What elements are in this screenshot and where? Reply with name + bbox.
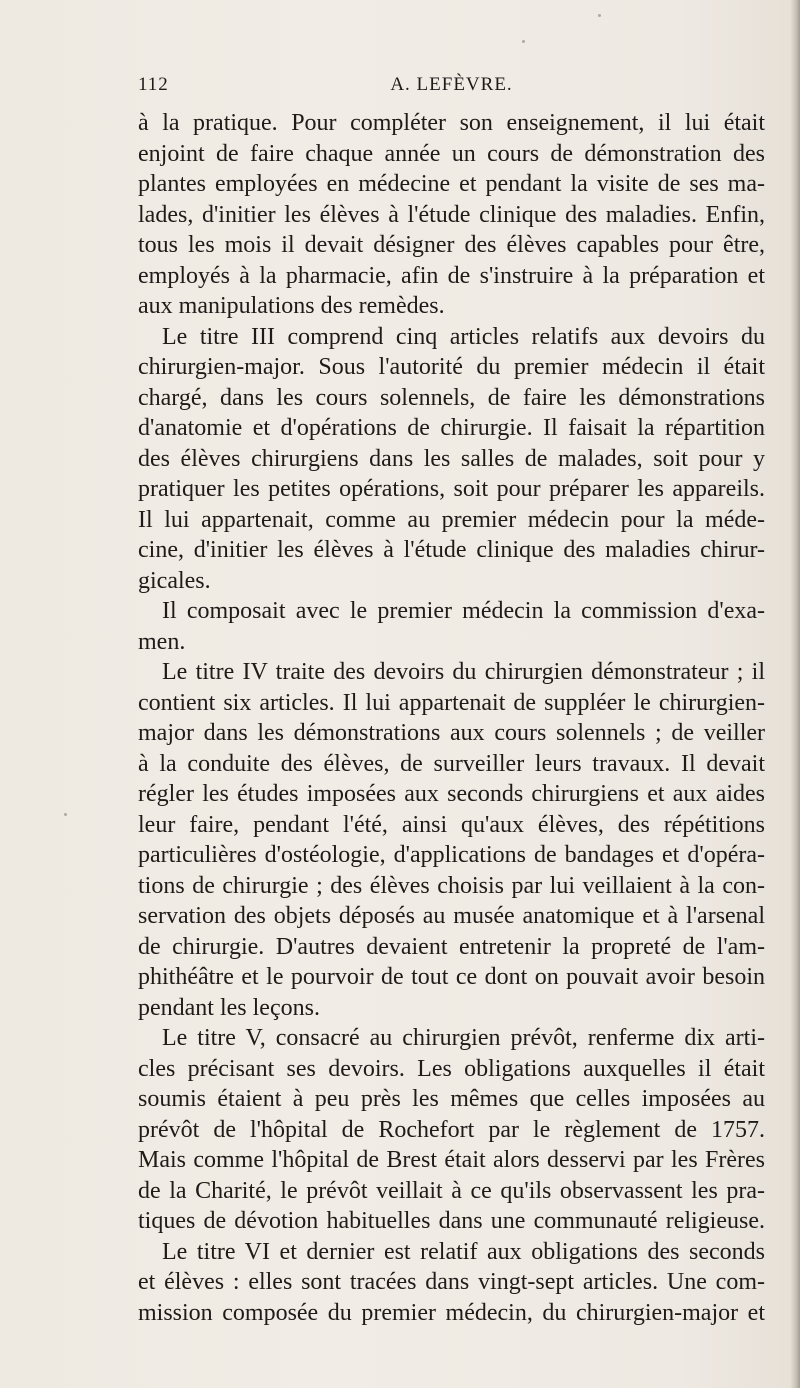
text-line: tiques de dévotion habituelles dans une communauté religieuse. [138,1208,765,1234]
text-line: major dans les démonstrations aux cours solennels ; de veiller [138,720,765,746]
text-line: tous les mois il devait désigner des élèves capables pour être, [138,232,765,258]
text-line: Il composait avec le premier médecin la commission d'exa- [162,598,765,624]
paper-speck [64,813,67,816]
page-edge-shadow [790,0,800,1388]
paper-speck [522,40,525,43]
text-line: aux manipulations des remèdes. [138,293,445,319]
text-line: mission composée du premier médecin, du chirurgien-major et [138,1299,765,1326]
text-line: plantes employées en médecine et pendant la visite de ses ma- [138,171,765,197]
text-line: pratiquer les petites opérations, soit pour préparer les appareils. [138,476,765,502]
text-line: gicales. [138,567,211,594]
text-line: particulières d'ostéologie, d'applications de bandages et d'opéra- [138,842,765,868]
body-text [138,108,765,1328]
text-line: leur faire, pendant l'été, ainsi qu'aux élèves, des répétitions [138,811,765,838]
text-line: men. [138,628,186,655]
text-line: enjoint de faire chaque année un cours de démonstration des [138,140,765,167]
text-line: et élèves : elles sont tracées dans vingt-sept articles. Une com- [138,1269,765,1295]
text-line: pendant les leçons. [138,994,320,1021]
text-line: chargé, dans les cours solennels, de faire les démonstrations [138,384,765,411]
page-header [138,74,765,104]
text-line: contient six articles. Il lui appartenait de suppléer le chirurgien- [138,689,765,716]
text-line: régler les études imposées aux seconds chirurgiens et aux aides [138,781,765,807]
running-title: A. LEFÈVRE. [390,74,513,95]
page-number: 112 [138,74,169,95]
text-line: chirurgien-major. Sous l'autorité du premier médecin il était [138,354,765,380]
text-line: d'anatomie et d'opérations de chirurgie. Il faisait la répartition [138,415,765,441]
text-line: employés à la pharmacie, afin de s'instruire à la préparation et [138,262,765,289]
text-line: de chirurgie. D'autres devaient entretenir la propreté de l'am- [138,933,765,960]
text-line: Mais comme l'hôpital de Brest était alors desservi par les Frères [138,1147,765,1173]
text-line: à la conduite des élèves, de surveiller leurs travaux. Il devait [138,750,765,777]
text-line: à la pratique. Pour compléter son enseignement, il lui était [138,110,765,136]
text-line: lades, d'initier les élèves à l'étude clinique des maladies. Enfin, [138,201,765,228]
text-line: phithéâtre et le pourvoir de tout ce dont on pouvait avoir besoin [138,964,765,990]
text-line: Le titre V, consacré au chirurgien prévôt, renferme dix arti- [162,1025,765,1051]
text-line: Le titre IV traite des devoirs du chirurgien démonstrateur ; il [162,659,765,685]
text-line: de la Charité, le prévôt veillait à ce qu'ils observassent les pra- [138,1177,765,1204]
text-line: Il lui appartenait, comme au premier médecin pour la méde- [138,506,765,533]
text-line: Le titre III comprend cinq articles relatifs aux devoirs du [162,323,765,350]
text-line: tions de chirurgie ; des élèves choisis par lui veillaient à la con- [138,872,765,899]
text-line: Le titre VI et dernier est relatif aux obligations des seconds [162,1238,765,1265]
text-line: cles précisant ses devoirs. Les obligations auxquelles il était [138,1055,765,1082]
paper-speck [598,14,601,17]
text-line: des élèves chirurgiens dans les salles de malades, soit pour y [138,445,765,472]
text-line: cine, d'initier les élèves à l'étude clinique des maladies chirur- [138,537,765,563]
text-line: prévôt de l'hôpital de Rochefort par le règlement de 1757. [138,1116,765,1143]
text-line: servation des objets déposés au musée anatomique et à l'arsenal [138,903,765,929]
text-line: soumis étaient à peu près les mêmes que celles imposées au [138,1086,765,1112]
